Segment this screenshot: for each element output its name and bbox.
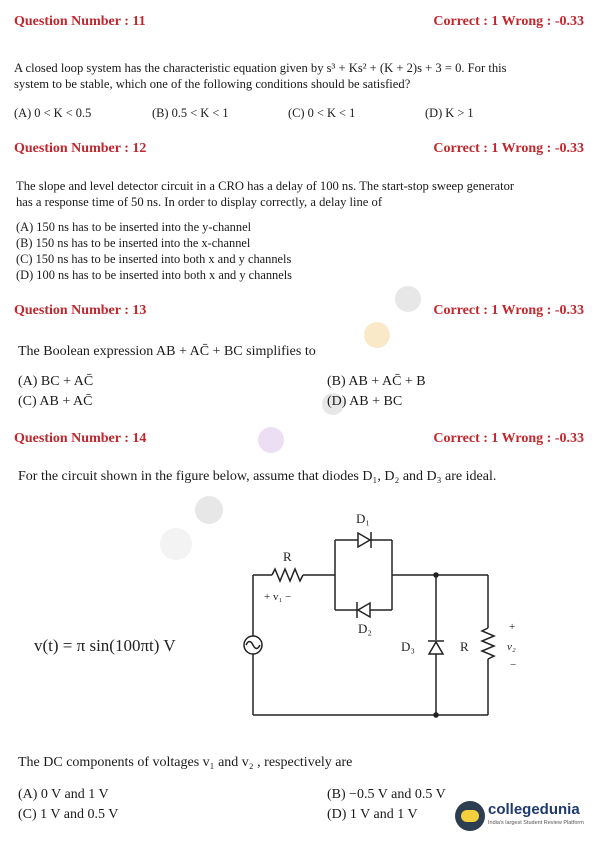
- option-a[interactable]: (A) 0 < K < 0.5: [14, 106, 92, 120]
- label-r2: R: [460, 639, 469, 654]
- question-text: The slope and level detector circuit in a CRO has a delay of 100 ns. The start-stop sweep generator has a response time of 50 ns. In order to display correctly, a delay line of: [16, 179, 515, 209]
- option-d[interactable]: (D) 1 V and 1 V: [327, 807, 418, 822]
- question-text: The DC components of voltages v₁ and v₂ , respectively are: [18, 755, 353, 770]
- label-d1: D₁: [356, 511, 370, 526]
- score-info: Correct : 1 Wrong : -0.33: [433, 431, 584, 446]
- watermark-seal: [364, 322, 390, 348]
- label-d2: D₂: [358, 621, 372, 636]
- label-v2-plus: +: [509, 621, 516, 633]
- diode-d2: [358, 603, 370, 617]
- option-a[interactable]: (A) 0 V and 1 V: [18, 787, 109, 802]
- question-number: Question Number : 13: [14, 303, 147, 318]
- question-number: Question Number : 12: [14, 141, 147, 156]
- question-header: [14, 303, 584, 321]
- question-number: Question Number : 14: [14, 431, 147, 446]
- source-label: v(t) = π sin(100πt) V: [34, 636, 176, 655]
- question-header: [14, 14, 584, 32]
- question-header: [14, 431, 584, 449]
- option-c[interactable]: (C) AB + AC̄: [18, 394, 93, 409]
- option-b[interactable]: (B) AB + AC̄ + B: [327, 374, 426, 389]
- option-c[interactable]: (C) 150 ns has to be inserted into both x and y channels: [16, 252, 292, 266]
- diode-d3: [429, 642, 443, 654]
- brand-name: collegedunia: [488, 801, 580, 818]
- option-c[interactable]: (C) 1 V and 0.5 V: [18, 807, 119, 822]
- option-b[interactable]: (B) 0.5 < K < 1: [152, 106, 229, 120]
- question-text: The Boolean expression AB + AC̄ + BC simplifies to: [18, 344, 316, 359]
- label-d3: D₃: [401, 639, 415, 654]
- diode-d1: [358, 533, 370, 547]
- option-d[interactable]: (D) AB + BC: [327, 394, 403, 409]
- label-v1: + v₁ −: [264, 591, 292, 603]
- option-a[interactable]: (A) BC + AC̄: [18, 374, 94, 389]
- option-c[interactable]: (C) 0 < K < 1: [288, 106, 356, 120]
- score-info: Correct : 1 Wrong : -0.33: [433, 141, 584, 156]
- option-d[interactable]: (D) K > 1: [425, 106, 474, 120]
- label-v2-minus: −: [510, 659, 517, 671]
- question-text: For the circuit shown in the figure below, assume that diodes D₁, D₂ and D₃ are ideal.: [18, 469, 497, 484]
- resistor-r1: [272, 569, 303, 581]
- resistor-r2: [482, 628, 494, 659]
- question-header: [14, 141, 584, 159]
- brand-tagline: India's largest Student Review Platform: [488, 820, 584, 826]
- option-b[interactable]: (B) 150 ns has to be inserted into the x-channel: [16, 236, 251, 250]
- option-d[interactable]: (D) 100 ns has to be inserted into both x and y channels: [16, 268, 292, 282]
- question-text: A closed loop system has the characteristic equation given by s³ + Ks² + (K + 2)s + 3 = 0. For this system to be stable, which one of the following conditions should be satisfied?: [14, 61, 507, 91]
- label-r1: R: [283, 549, 292, 564]
- option-a[interactable]: (A) 150 ns has to be inserted into the y-channel: [16, 220, 252, 234]
- question-number: Question Number : 11: [14, 14, 146, 29]
- circuit-diagram: [0, 500, 595, 730]
- label-v2: v₂: [507, 641, 516, 653]
- score-info: Correct : 1 Wrong : -0.33: [433, 14, 584, 29]
- owl-logo-icon: [455, 801, 485, 831]
- brand-logo[interactable]: [455, 797, 590, 835]
- score-info: Correct : 1 Wrong : -0.33: [433, 303, 584, 318]
- option-b[interactable]: (B) −0.5 V and 0.5 V: [327, 787, 446, 802]
